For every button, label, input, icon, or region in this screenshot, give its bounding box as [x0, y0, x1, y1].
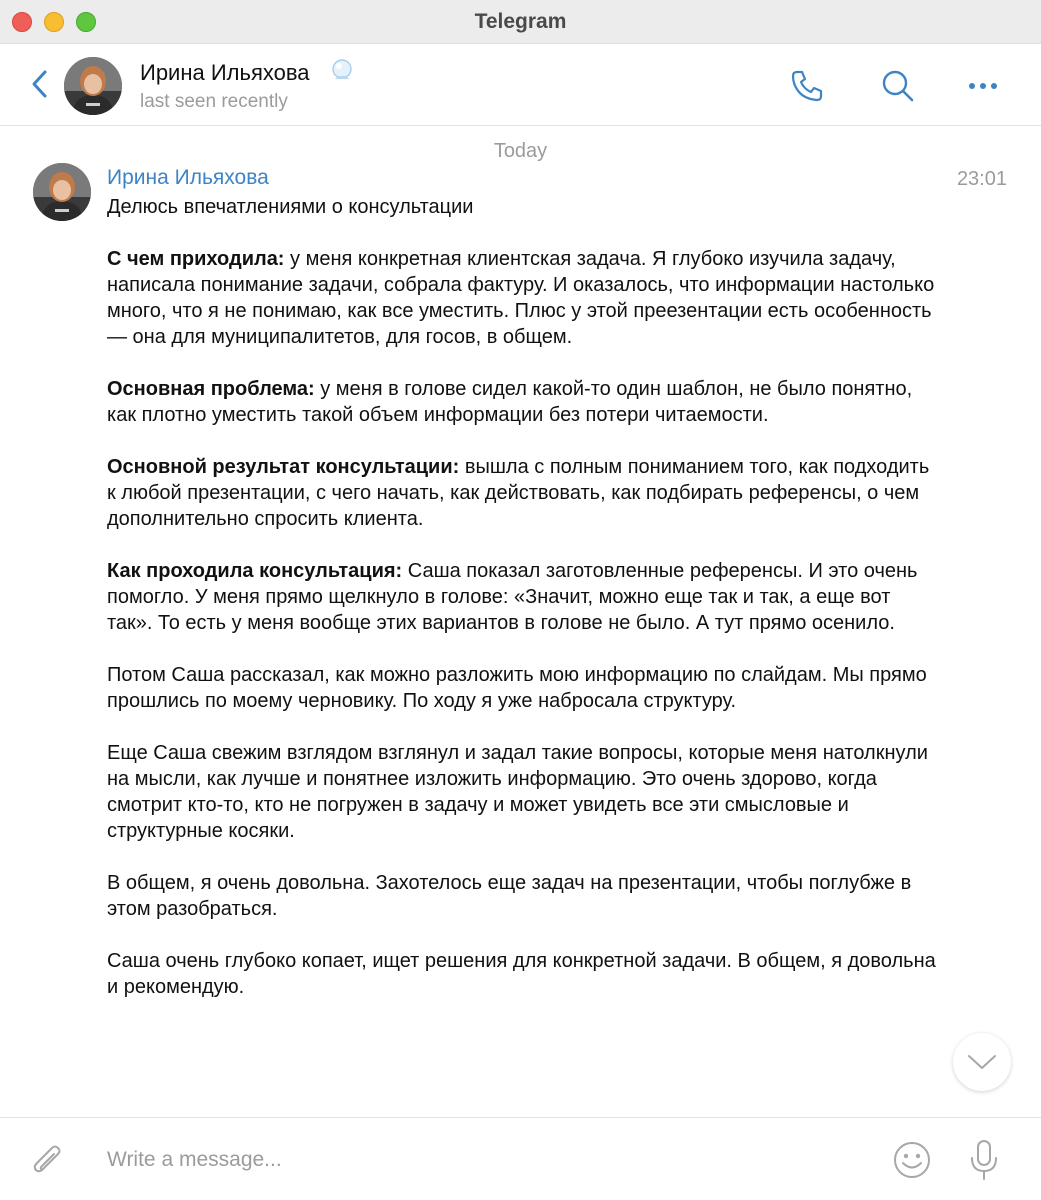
- smiley-icon: [892, 1140, 932, 1180]
- voice-message-button[interactable]: [964, 1136, 1004, 1184]
- message-paragraph: С чем приходила: у меня конкретная клиентская задача. Я глубоко изучила задачу, написала понимание задачи, собрала фактуру. И оказалось, что информации настолько много, что я не понимаю, как все уместить. Плюс у этой преезентации есть особенность — она для муниципалитетов, для госов, в общем.: [107, 248, 935, 348]
- back-button[interactable]: [26, 66, 54, 102]
- search-button[interactable]: [878, 66, 918, 106]
- more-options-button[interactable]: [963, 66, 1003, 106]
- emoji-button[interactable]: [890, 1138, 934, 1182]
- message-composer: [0, 1117, 1041, 1200]
- message-text: [107, 194, 937, 1000]
- date-separator: Today: [493, 140, 548, 162]
- message-sender[interactable]: Ирина Ильяхова: [107, 166, 269, 189]
- chat-header: [0, 44, 1041, 126]
- contact-status: last seen recently: [140, 91, 288, 112]
- contact-avatar[interactable]: [64, 57, 122, 115]
- message-paragraph: Основная проблема: у меня в голове сидел какой-то один шаблон, не было понятно, как плотно уместить такой объем информации без потери читаемости.: [107, 378, 913, 426]
- message-paragraph: Делюсь впечатлениями о консультации: [107, 196, 474, 218]
- more-horizontal-icon: [964, 80, 1002, 92]
- message-time: 23:01: [956, 168, 1007, 190]
- search-icon: [879, 67, 917, 105]
- message-paragraph: Еще Саша свежим взглядом взглянул и задал такие вопросы, которые меня натолкнули на мысли, как лучше и понятнее изложить информацию. Это очень здорово, когда смотрит кто-то, кто не погружен в задачу и может увидеть все эти смысловые и структурные косяки.: [107, 742, 928, 842]
- chevron-left-icon: [31, 69, 49, 99]
- message-paragraph: Как проходила консультация: Саша показал заготовленные референсы. И это очень помогло. У меня прямо щелкнуло в голове: «Значит, можно еще так и так, а еще вот так». То есть у меня вообще этих вариантов в голове не было. А тут прямо осенило.: [107, 560, 918, 634]
- phone-icon: [788, 67, 826, 105]
- message-input[interactable]: [107, 1142, 847, 1178]
- message-paragraph: Потом Саша рассказал, как можно разложить мою информацию по слайдам. Мы прямо прошлись по моему черновику. По ходу я уже набросала структуру.: [107, 664, 927, 712]
- message-paragraph: В общем, я очень довольна. Захотелось еще задач на презентации, чтобы поглубже в этом разобраться.: [107, 872, 912, 920]
- microphone-icon: [968, 1138, 1000, 1182]
- contact-name[interactable]: Ирина Ильяхова: [140, 60, 310, 85]
- window-title: Telegram: [474, 10, 567, 33]
- sender-avatar[interactable]: [33, 163, 91, 221]
- attach-button[interactable]: [28, 1138, 68, 1182]
- call-button[interactable]: [787, 66, 827, 106]
- chat-history[interactable]: [0, 127, 1041, 1117]
- paperclip-icon: [30, 1140, 66, 1180]
- scroll-to-bottom-button[interactable]: [953, 1033, 1011, 1091]
- message-paragraph: Саша очень глубоко копает, ищет решения для конкретной задачи. В общем, я довольна и рекомендую.: [107, 950, 936, 998]
- message-paragraph: Основной результат консультации: вышла с полным пониманием того, как подходить к любой презентации, с чего начать, как действовать, как подбирать референсы, о чем дополнительно спросить клиента.: [107, 456, 930, 530]
- crystal-ball-icon: [330, 58, 354, 82]
- chevron-down-icon: [967, 1054, 997, 1070]
- window-titlebar: [0, 0, 1041, 44]
